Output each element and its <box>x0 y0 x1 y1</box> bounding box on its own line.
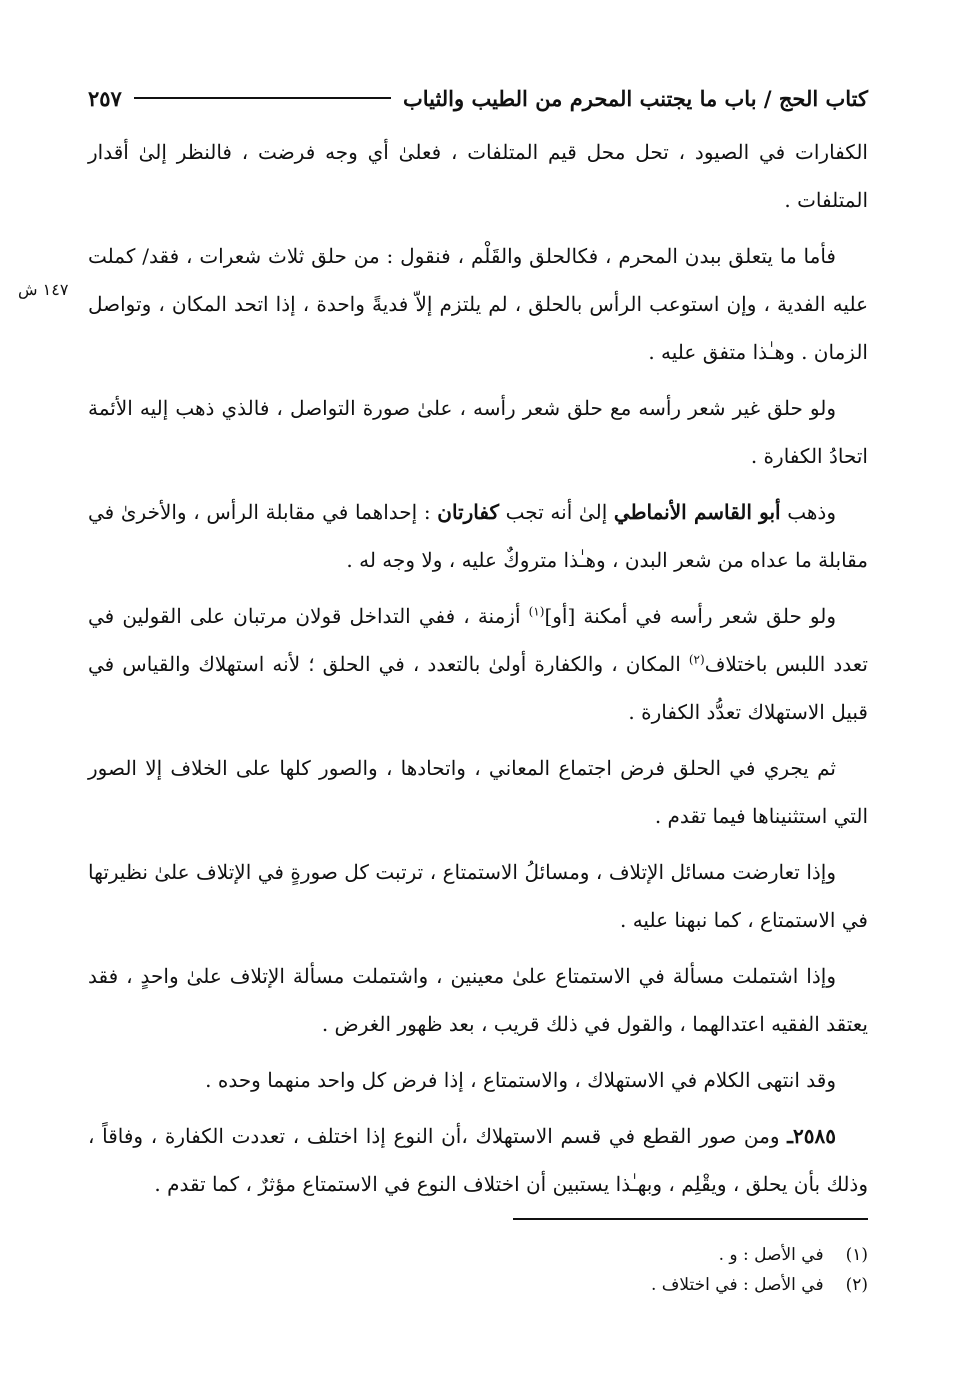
paragraph-4 <box>88 488 868 584</box>
paragraph-5-part-b: أزمنة ، ففي التداخل قولان مرتبان على القولين في تعدد اللبس باختلاف <box>88 604 868 676</box>
paragraph-4-end: : إحداهما في مقابلة الرأس ، والأخرىٰ في مقابلة ما عداه من شعر البدن ، وهـٰذا متروكٌ عليه ، ولا وجه له . <box>88 500 868 572</box>
footnote-1 <box>88 1240 868 1270</box>
footnote-number: (١) <box>845 1245 868 1265</box>
paragraph-8: وإذا اشتملت مسألة في الاستمتاع علىٰ معينين ، واشتملت مسألة الإتلاف علىٰ واحدٍ ، فقد يعتقد الفقيه اعتدالهما ، والقول في ذلك قريب ، بعد ظهور الغرض . <box>88 964 868 1036</box>
paragraph-4-start: وذهب <box>780 500 836 524</box>
paragraph-2: فأما ما يتعلق ببدن المحرم ، فكالحلق والقَلْم ، فنقول : من حلق ثلاث شعرات ، فقد/ كملت عليه الفدية ، وإن استوعب الرأس بالحلق ، لم يلتزم إلاّ فديةً واحدة ، إذا اتحد المكان ، وتواصل الزمان . وهـٰذا متفق عليه . <box>88 244 868 364</box>
paragraph-4-mid: إلىٰ أنه تجب <box>499 500 614 524</box>
paragraph-10-text: ومن صور القطع في قسم الاستهلاك ،أن النوع إذا اختلف ، تعددت الكفارة ، وفاقاً ، وذلك بأن يحلق ، ويقْلِم ، وبهـٰذا يستبين أن اختلاف النوع في الاستمتاع مؤثرٌ ، كما تقدم . <box>88 1124 868 1196</box>
footnote-text: في الأصل : و . <box>718 1245 824 1265</box>
paragraph-7: وإذا تعارضت مسائل الإتلاف ، ومسائلُ الاستمتاع ، ترتبت كل صورةٍ في الإتلاف علىٰ نظيرتها في الاستمتاع ، كما نبهنا عليه . <box>88 860 868 932</box>
footnote-divider <box>513 1218 868 1220</box>
paragraph-3: ولو حلق غير شعر رأسه مع حلق شعر رأسه ، علىٰ صورة التواصل ، فالذي ذهب إليه الأئمة اتحادُ الكفارة . <box>88 396 868 468</box>
paragraph-9: وقد انتهى الكلام في الاستهلاك ، والاستمتاع ، إذا فرض كل واحد منهما وحده . <box>205 1068 836 1092</box>
footnote-number: (٢) <box>845 1275 868 1295</box>
paragraph-10 <box>88 1112 868 1208</box>
paragraph-1: الكفارات في الصيود ، تحل محل قيم المتلفات ، فعلىٰ أي وجه فرضت ، فالنظر إلىٰ أقدار المتلفات . <box>88 140 868 212</box>
footnote-ref-2: (٢) <box>688 652 705 667</box>
running-header <box>88 78 868 118</box>
footnote-text: في الأصل : في اختلاف . <box>650 1275 824 1295</box>
paragraph-5 <box>88 592 868 736</box>
paragraph-5-part-a: ولو حلق شعر رأسه في أمكنة [أو] <box>544 604 837 628</box>
bold-term: كفارتان <box>437 500 499 524</box>
section-number: ٢٥٨٥ـ <box>787 1124 836 1148</box>
header-title: كتاب الحج / باب ما يجتنب المحرم من الطيب والثياب <box>402 85 868 111</box>
header-rule <box>134 97 391 99</box>
footnote-ref-1: (١) <box>528 604 545 619</box>
margin-folio-note: ١٤٧ ش <box>18 280 69 299</box>
paragraph-6: ثم يجري في الحلق فرض اجتماع المعاني ، واتحادها ، والصور كلها على الخلاف إلا الصور التي استثنيناها فيما تقدم . <box>88 756 868 828</box>
paragraph-5-part-c: المكان ، والكفارة أولىٰ بالتعدد ، في الحلق ؛ لأنه استهلاك والقياس في قبيل الاستهلاك تعدُّد الكفارة . <box>88 652 868 724</box>
footnote-2 <box>88 1270 868 1300</box>
main-text <box>88 128 868 1216</box>
footnotes <box>88 1240 868 1300</box>
page-number: ٢٥٧ <box>88 85 122 111</box>
scholar-name: أبو القاسم الأنماطي <box>613 500 781 524</box>
